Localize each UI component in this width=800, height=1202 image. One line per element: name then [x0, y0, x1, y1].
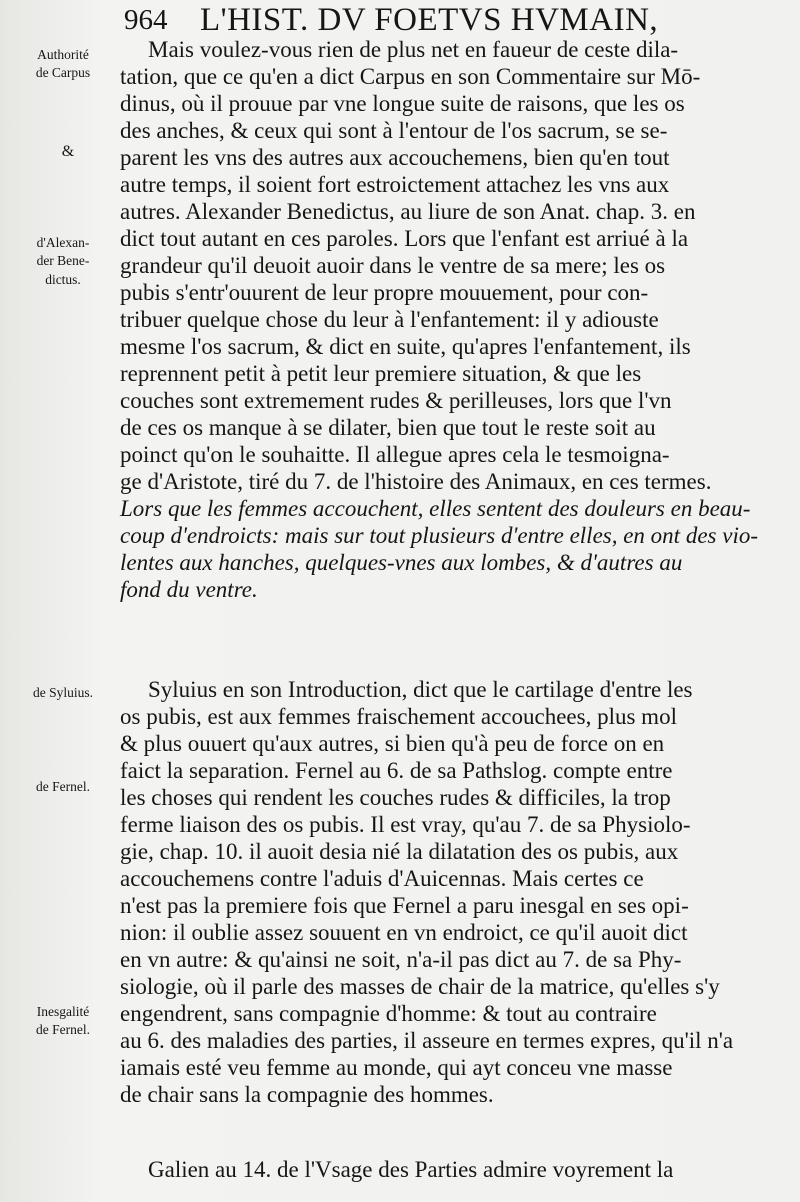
text-line: Galien au 14. de l'Vsage des Parties admire voyrement la	[148, 1157, 674, 1182]
text-line: tribuer quelque chose du leur à l'enfantement: il y adiouste	[120, 307, 659, 332]
text-line: en vn autre: & qu'ainsi ne soit, n'a-il pas dict au 7. de sa Phy-	[120, 947, 682, 972]
text-line: dict tout autant en ces paroles. Lors que l'enfant est arriué à la	[120, 226, 689, 251]
text-line: mesme l'os sacrum, & dict en suite, qu'apres l'enfantement, ils	[120, 334, 691, 359]
text-line: accouchemens contre l'aduis d'Auicennas. Mais certes ce	[120, 866, 644, 891]
text-line: poinct qu'on le souhaitte. Il allegue apres cela le tesmoigna-	[120, 442, 670, 467]
text-line: autre temps, il soient fort estroictement attachez les vns aux	[120, 172, 670, 197]
quote-line: Lors que les femmes accouchent, elles sentent des douleurs en beau-	[120, 496, 751, 521]
text-line: parent les vns des autres aux accouchemens, bien qu'en tout	[120, 145, 670, 170]
text-line: ferme liaison des os pubis. Il est vray, qu'au 7. de sa Physiolo-	[120, 812, 691, 837]
page-number: 964	[124, 4, 168, 36]
text-line: des anches, & ceux qui sont à l'entour de l'os sacrum, se se-	[120, 118, 668, 143]
text-line: de ces os manque à se dilater, bien que tout le reste soit au	[120, 415, 656, 440]
margin-note-sylvius: de Syluius.	[32, 685, 93, 700]
text-line: & plus ouuert qu'aux autres, si bien qu'à peu de force on en	[120, 731, 665, 756]
text-line: les choses qui rendent les couches rudes & difficiles, la trop	[120, 785, 671, 810]
text-line: pubis s'entr'ouurent de leur propre mouuement, pour con-	[120, 280, 649, 305]
running-head: L'HIST. DV FOETVS HVMAIN,	[200, 2, 659, 38]
text-line: ge d'Aristote, tiré du 7. de l'histoire des Animaux, en ces termes.	[120, 469, 712, 494]
text-line: au 6. des maladies des parties, il asseure en termes expres, qu'il n'a	[120, 1028, 734, 1053]
text-line: Mais voulez-vous rien de plus net en faueur de ceste dila-	[148, 37, 679, 62]
text-line: iamais esté veu femme au monde, qui ayt conceu vne masse	[120, 1055, 673, 1080]
text-line: couches sont extremement rudes & perilleuses, lors que l'vn	[120, 388, 672, 413]
margin-note-fernel: de Fernel.	[36, 779, 90, 794]
margin-note-ampersand: &	[61, 143, 75, 160]
text-line: siologie, où il parle des masses de chair de la matrice, qu'elles s'y	[120, 974, 720, 999]
margin-notes	[0, 0, 120, 1202]
text-line: faict la separation. Fernel au 6. de sa Pathslog. compte entre	[120, 758, 673, 783]
quote-line: fond du ventre.	[120, 577, 258, 602]
text-line: nion: il oublie assez souuent en vn endroict, ce qu'il auoit dict	[120, 920, 688, 945]
text-line: gie, chap. 10. il auoit desia nié la dilatation des os pubis, aux	[120, 839, 679, 864]
text-line: os pubis, est aux femmes fraischement accouchees, plus mol	[120, 704, 677, 729]
quote-line: lentes aux hanches, quelques-vnes aux lombes, & d'autres au	[120, 550, 683, 575]
margin-note-de-carpus: de Carpus	[35, 65, 91, 80]
text-line: dinus, où il prouue par vne longue suite de raisons, que les os	[120, 91, 685, 116]
text-line: n'est pas la premiere fois que Fernel a paru inesgal en ses opi-	[120, 893, 689, 918]
text-line: tation, que ce qu'en a dict Carpus en son Commentaire sur Mō-	[120, 64, 701, 89]
margin-note-de-fernel: de Fernel.	[36, 1022, 90, 1037]
text-line: Syluius en son Introduction, dict que le cartilage d'entre les	[148, 677, 693, 702]
margin-note-inesgalite: Inesgalité	[36, 1004, 90, 1019]
margin-note-authorite: Authorité	[37, 47, 89, 62]
text-line: autres. Alexander Benedictus, au liure de son Anat. chap. 3. en	[120, 199, 696, 224]
text-line: engendrent, sans compagnie d'homme: & tout au contraire	[120, 1001, 657, 1026]
margin-note-der-bene: der Bene-	[36, 253, 90, 268]
quote-line: coup d'endroicts: mais sur tout plusieurs d'entre elles, en ont des vio-	[120, 523, 758, 548]
margin-note-dictus: dictus.	[45, 272, 81, 287]
text-line: de chair sans la compagnie des hommes.	[120, 1082, 494, 1107]
margin-note-alexander: d'Alexan-	[36, 235, 90, 250]
text-line: reprennent petit à petit leur premiere situation, & que les	[120, 361, 642, 386]
body-text	[120, 0, 800, 1202]
text-line: grandeur qu'il deuoit auoir dans le ventre de sa mere; les os	[120, 253, 666, 278]
